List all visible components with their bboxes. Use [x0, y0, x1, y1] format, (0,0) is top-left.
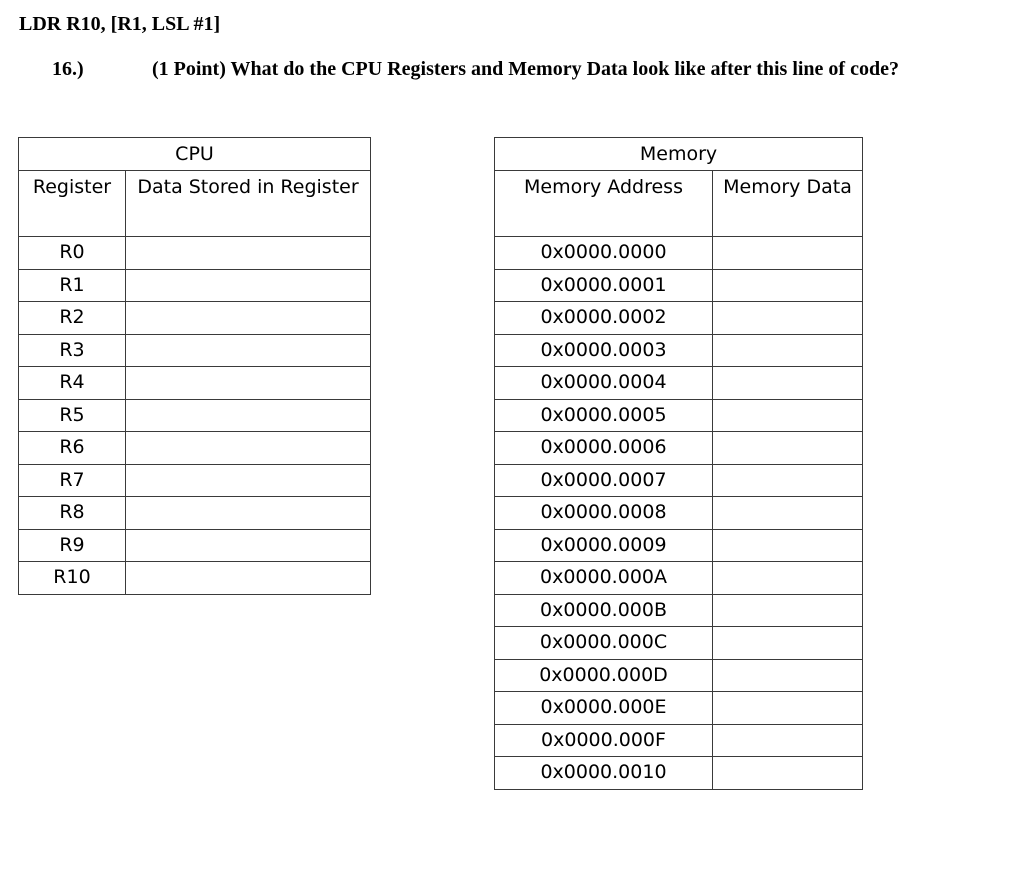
- register-name: R1: [19, 269, 126, 302]
- register-name: R3: [19, 334, 126, 367]
- register-value-cell[interactable]: [126, 432, 371, 465]
- memory-row: [495, 367, 863, 400]
- register-row: [19, 432, 371, 465]
- memory-data-column-header: Memory Data: [713, 171, 863, 237]
- register-name: R5: [19, 399, 126, 432]
- memory-row: [495, 302, 863, 335]
- memory-address: 0x0000.0009: [495, 529, 713, 562]
- memory-table-title: Memory: [495, 138, 863, 171]
- memory-address: 0x0000.0008: [495, 497, 713, 530]
- register-value-cell[interactable]: [126, 562, 371, 595]
- memory-address: 0x0000.0005: [495, 399, 713, 432]
- memory-data-cell[interactable]: [713, 432, 863, 465]
- register-name: R10: [19, 562, 126, 595]
- register-value-cell[interactable]: [126, 237, 371, 270]
- register-row: [19, 302, 371, 335]
- memory-address: 0x0000.000F: [495, 724, 713, 757]
- memory-row: [495, 724, 863, 757]
- register-name: R8: [19, 497, 126, 530]
- memory-address: 0x0000.0004: [495, 367, 713, 400]
- register-value-cell[interactable]: [126, 497, 371, 530]
- memory-address: 0x0000.0003: [495, 334, 713, 367]
- memory-row: [495, 399, 863, 432]
- register-row: [19, 399, 371, 432]
- register-value-cell[interactable]: [126, 529, 371, 562]
- register-value-cell[interactable]: [126, 269, 371, 302]
- memory-row: [495, 594, 863, 627]
- memory-address: 0x0000.000E: [495, 692, 713, 725]
- memory-address: 0x0000.0007: [495, 464, 713, 497]
- memory-address: 0x0000.000B: [495, 594, 713, 627]
- memory-data-cell[interactable]: [713, 464, 863, 497]
- cpu-table-title: CPU: [19, 138, 371, 171]
- register-row: [19, 334, 371, 367]
- memory-row: [495, 659, 863, 692]
- register-value-cell[interactable]: [126, 399, 371, 432]
- register-row: [19, 562, 371, 595]
- memory-row: [495, 334, 863, 367]
- memory-data-cell[interactable]: [713, 334, 863, 367]
- memory-data-cell[interactable]: [713, 399, 863, 432]
- memory-row: [495, 432, 863, 465]
- question-text: (1 Point) What do the CPU Registers and Memory Data look like after this line of code?: [152, 58, 899, 80]
- register-value-cell[interactable]: [126, 464, 371, 497]
- memory-data-cell[interactable]: [713, 237, 863, 270]
- memory-address: 0x0000.000C: [495, 627, 713, 660]
- memory-row: [495, 464, 863, 497]
- memory-data-cell[interactable]: [713, 627, 863, 660]
- memory-row: [495, 497, 863, 530]
- memory-data-cell[interactable]: [713, 692, 863, 725]
- memory-address: 0x0000.000A: [495, 562, 713, 595]
- instruction-heading: LDR R10, [R1, LSL #1]: [19, 13, 221, 35]
- register-value-cell[interactable]: [126, 367, 371, 400]
- memory-row: [495, 757, 863, 790]
- register-name: R4: [19, 367, 126, 400]
- memory-row: [495, 269, 863, 302]
- memory-address-column-header: Memory Address: [495, 171, 713, 237]
- memory-data-cell[interactable]: [713, 757, 863, 790]
- memory-address: 0x0000.0010: [495, 757, 713, 790]
- memory-data-cell[interactable]: [713, 659, 863, 692]
- memory-table: [494, 137, 863, 790]
- memory-address: 0x0000.000D: [495, 659, 713, 692]
- memory-address: 0x0000.0001: [495, 269, 713, 302]
- register-value-cell[interactable]: [126, 302, 371, 335]
- memory-address: 0x0000.0002: [495, 302, 713, 335]
- memory-data-cell[interactable]: [713, 367, 863, 400]
- cpu-register-table: [18, 137, 371, 595]
- memory-row: [495, 692, 863, 725]
- register-name: R6: [19, 432, 126, 465]
- memory-data-cell[interactable]: [713, 594, 863, 627]
- register-row: [19, 497, 371, 530]
- memory-row: [495, 237, 863, 270]
- memory-data-cell[interactable]: [713, 562, 863, 595]
- memory-row: [495, 562, 863, 595]
- register-row: [19, 367, 371, 400]
- register-row: [19, 464, 371, 497]
- memory-row: [495, 529, 863, 562]
- register-name: R9: [19, 529, 126, 562]
- register-data-column-header: Data Stored in Register: [126, 171, 371, 237]
- memory-data-cell[interactable]: [713, 302, 863, 335]
- memory-data-cell[interactable]: [713, 529, 863, 562]
- register-name: R2: [19, 302, 126, 335]
- register-row: [19, 269, 371, 302]
- register-value-cell[interactable]: [126, 334, 371, 367]
- question-number: 16.): [52, 58, 84, 80]
- memory-address: 0x0000.0006: [495, 432, 713, 465]
- memory-data-cell[interactable]: [713, 497, 863, 530]
- register-column-header: Register: [19, 171, 126, 237]
- register-row: [19, 529, 371, 562]
- register-row: [19, 237, 371, 270]
- memory-row: [495, 627, 863, 660]
- memory-address: 0x0000.0000: [495, 237, 713, 270]
- memory-data-cell[interactable]: [713, 269, 863, 302]
- register-name: R0: [19, 237, 126, 270]
- register-name: R7: [19, 464, 126, 497]
- memory-data-cell[interactable]: [713, 724, 863, 757]
